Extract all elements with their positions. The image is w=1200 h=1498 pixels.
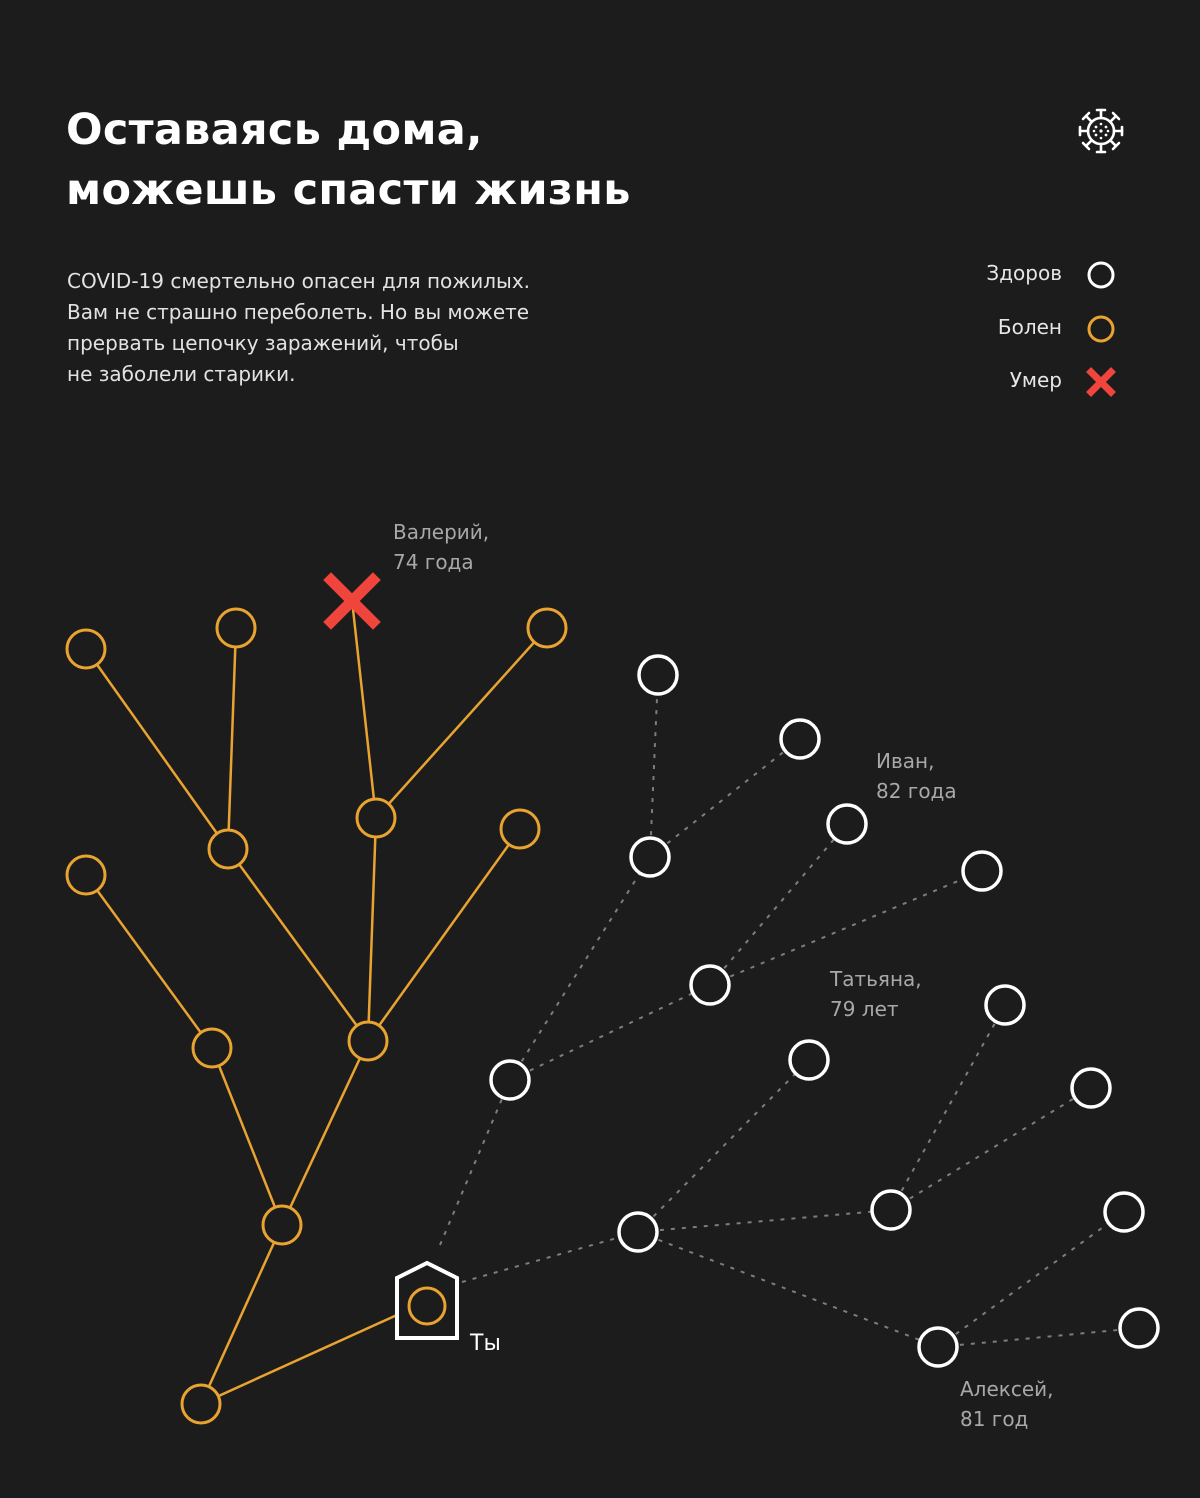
- healthy-node: [1120, 1309, 1158, 1347]
- you-node: [409, 1288, 445, 1324]
- description-line-1: COVID-19 смертельно опасен для пожилых.: [67, 269, 531, 293]
- healthy-node: [781, 720, 819, 758]
- description-line-3: прервать цепочку заражений, чтобы: [67, 331, 459, 355]
- healthy-node: [986, 986, 1024, 1024]
- healthy-node: [872, 1191, 910, 1229]
- legend-label-dead: Умер: [1009, 368, 1062, 392]
- legend-dead-cross: [1091, 372, 1111, 392]
- legend-label-healthy: Здоров: [986, 261, 1062, 285]
- sick-node: [357, 799, 395, 837]
- label-ivan: [876, 746, 957, 806]
- label-tatyana-name: Татьяна,: [830, 967, 922, 991]
- sick-node: [528, 609, 566, 647]
- you-label: Ты: [470, 1331, 501, 1356]
- label-ivan-name: Иван,: [876, 749, 935, 773]
- healthy-node: [639, 656, 677, 694]
- label-tatyana: [830, 964, 922, 1024]
- healthy-node: [790, 1041, 828, 1079]
- healthy-node: [691, 966, 729, 1004]
- label-valery-name: Валерий,: [393, 520, 490, 544]
- sick-node: [217, 609, 255, 647]
- description-line-4: не заболели старики.: [67, 362, 296, 386]
- title-line-1: Оставаясь дома,: [66, 105, 483, 155]
- sick-node: [182, 1385, 220, 1423]
- sick-tree-links: [86, 600, 547, 1404]
- sick-node: [67, 856, 105, 894]
- label-alexey-name: Алексей,: [960, 1377, 1054, 1401]
- label-alexey: [960, 1374, 1054, 1434]
- healthy-node: [828, 805, 866, 843]
- healthy-node: [491, 1061, 529, 1099]
- healthy-node: [631, 838, 669, 876]
- legend-label-sick: Болен: [997, 315, 1062, 339]
- sick-node: [501, 810, 539, 848]
- healthy-node: [919, 1328, 957, 1366]
- sick-node: [209, 830, 247, 868]
- sick-node: [67, 630, 105, 668]
- description-line-2: Вам не страшно переболеть. Но вы можете: [67, 300, 530, 324]
- healthy-node: [619, 1213, 657, 1251]
- home-icon: [397, 1263, 457, 1338]
- title-line-2: можешь спасти жизнь: [66, 165, 631, 215]
- healthy-node: [963, 852, 1001, 890]
- legend-sick-circle: [1089, 317, 1113, 341]
- sick-node: [193, 1029, 231, 1067]
- label-alexey-age: 81 год: [960, 1407, 1029, 1431]
- label-tatyana-age: 79 лет: [830, 997, 899, 1021]
- sick-node: [263, 1206, 301, 1244]
- healthy-nodes: [491, 656, 1158, 1366]
- healthy-node: [1072, 1069, 1110, 1107]
- label-valery-age: 74 года: [393, 550, 474, 574]
- legend-healthy-circle: [1089, 263, 1113, 287]
- label-valery: [393, 517, 489, 577]
- dead-node-valery: [331, 580, 373, 622]
- sick-node: [349, 1022, 387, 1060]
- sick-nodes: [67, 609, 566, 1423]
- label-ivan-age: 82 года: [876, 779, 957, 803]
- healthy-network-links: [440, 675, 1139, 1347]
- healthy-node: [1105, 1193, 1143, 1231]
